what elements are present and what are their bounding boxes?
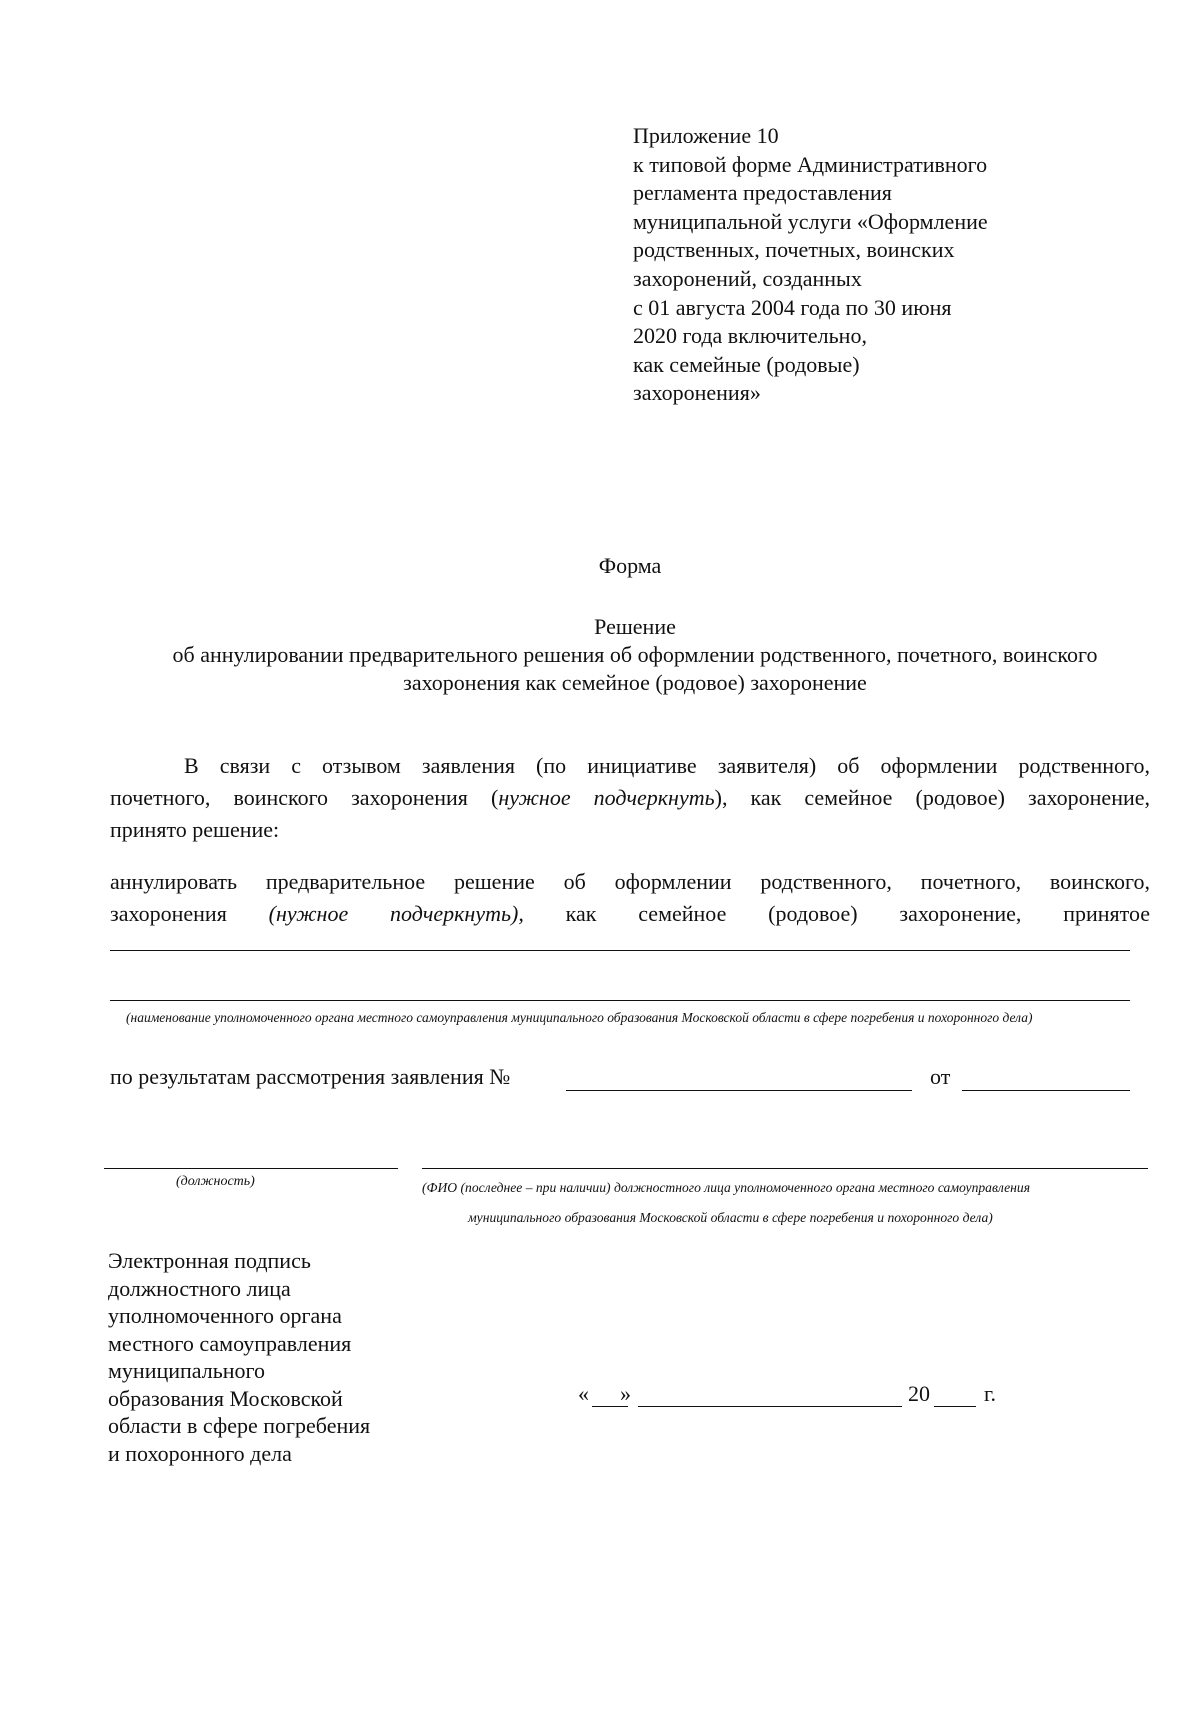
appendix-line: как семейные (родовые) [633, 351, 860, 377]
appendix-line: родственных, почетных, воинских [633, 237, 955, 263]
application-date-field[interactable] [962, 1090, 1130, 1091]
authority-blank-line-1[interactable] [110, 950, 1130, 951]
application-number-field[interactable] [566, 1090, 912, 1091]
reason-line-3: принято решение: [110, 817, 280, 842]
reason-text: ), как семейное (родовое) захоронение, [714, 785, 1150, 810]
decision-text: захоронения [110, 901, 227, 926]
position-caption: (должность) [176, 1174, 255, 1189]
review-row [110, 1064, 1150, 1096]
date-century: 20 [908, 1381, 930, 1406]
date-month-field[interactable] [638, 1406, 902, 1407]
esig-line: местного самоуправления [108, 1330, 352, 1356]
esig-line: уполномоченного органа [108, 1303, 342, 1328]
title-line-subject: об аннулировании предварительного решения об оформлении родственного, почетного, воинского [172, 642, 1098, 667]
underline-hint: нужное подчеркнуть [498, 785, 715, 810]
position-blank-line[interactable] [104, 1168, 398, 1169]
date-open-quote: « [578, 1381, 589, 1406]
appendix-line: захоронения» [633, 380, 761, 406]
date-close-quote: » [620, 1381, 631, 1406]
esig-line: области в сфере погребения [108, 1413, 371, 1438]
appendix-line: 2020 года включительно, [633, 323, 867, 349]
appendix-line: с 01 августа 2004 года по 30 июня [633, 294, 952, 320]
underline-hint: (нужное подчеркнуть), [268, 901, 524, 926]
date-year-field[interactable] [934, 1406, 976, 1407]
title-line-decision: Решение [594, 614, 676, 639]
appendix-line: к типовой форме Административного [633, 151, 988, 177]
esig-line: Электронная подпись [108, 1248, 311, 1273]
official-name-blank-line[interactable] [422, 1168, 1148, 1169]
official-caption-line-1: (ФИО (последнее – при наличии) должностного лица уполномоченного органа местного самоуправления [422, 1180, 1031, 1195]
signature-date-row [578, 1381, 1018, 1413]
esig-line: должностного лица [108, 1275, 291, 1301]
authority-blank-line-2[interactable] [110, 1000, 1130, 1001]
electronic-signature-block [108, 1247, 438, 1467]
appendix-line: муниципальной услуги «Оформление [633, 208, 988, 234]
decision-text: как семейное (родовое) захоронение, принятое [565, 901, 1150, 926]
esig-line: муниципального [108, 1358, 266, 1383]
official-caption-line-2: муниципального образования Московской области в сфере погребения и похоронного дела) [468, 1210, 993, 1225]
document-title [110, 613, 1160, 697]
decision-paragraph [110, 866, 1150, 930]
title-line-subject-end: захоронения как семейное (родовое) захоронение [403, 670, 867, 695]
esig-line: образования Московской [108, 1385, 343, 1411]
form-label: Форма [598, 553, 662, 578]
appendix-line: Приложение 10 [633, 123, 779, 148]
review-label: по результатам рассмотрения заявления № [110, 1064, 511, 1089]
review-from-label: от [930, 1064, 951, 1089]
appendix-line: захоронений, созданных [633, 265, 862, 291]
reason-line-2 [110, 782, 1150, 814]
reason-line-1: В связи с отзывом заявления (по инициативе заявителя) об оформлении родственного, [184, 753, 1150, 778]
date-year-suffix: г. [984, 1381, 997, 1406]
appendix-line: регламента предоставления [633, 180, 892, 206]
date-day-field[interactable] [592, 1406, 628, 1407]
esig-line: и похоронного дела [108, 1440, 292, 1466]
appendix-header [633, 122, 1053, 408]
reason-text: почетного, воинского захоронения ( [110, 785, 499, 810]
authority-caption: (наименование уполномоченного органа местного самоуправления муниципального образования Московской области в сфере погребения и похоронного дела) [126, 1010, 1033, 1025]
reason-paragraph [110, 750, 1150, 846]
decision-line-1: аннулировать предварительное решение об оформлении родственного, почетного, воинского, [110, 869, 1150, 894]
decision-line-2 [110, 898, 1150, 930]
